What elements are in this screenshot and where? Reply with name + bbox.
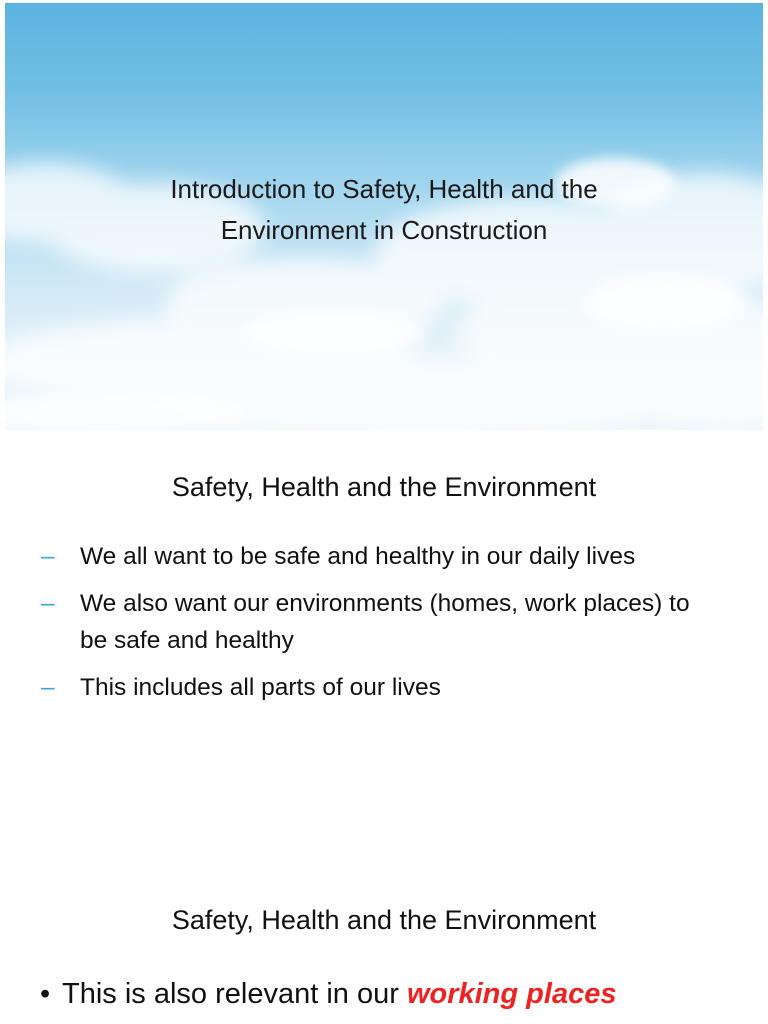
slide-3-bullet bbox=[40, 972, 760, 1016]
list-item bbox=[40, 669, 720, 706]
dash-bullet-icon: – bbox=[41, 543, 55, 570]
slide-2-bullet-list bbox=[40, 538, 720, 716]
list-item-text: We also want our environments (homes, work places) to be safe and healthy bbox=[80, 590, 690, 654]
bullet-dot-icon: • bbox=[40, 978, 51, 1010]
slide-3-bullet-text: This is also relevant in our bbox=[62, 978, 407, 1010]
title-line-1: Introduction to Safety, Health and the bbox=[170, 174, 598, 204]
emphasis-text: working places bbox=[406, 978, 617, 1010]
dash-bullet-icon: – bbox=[41, 590, 55, 617]
slide-2-heading: Safety, Health and the Environment bbox=[171, 472, 597, 502]
slide-3-heading: Safety, Health and the Environment bbox=[171, 905, 597, 935]
list-item bbox=[40, 538, 720, 575]
list-item-text: We all want to be safe and healthy in our daily lives bbox=[80, 543, 636, 570]
title-slide bbox=[5, 3, 763, 430]
title-slide-heading bbox=[65, 169, 703, 251]
title-line-2: Environment in Construction bbox=[220, 215, 548, 245]
list-item-text: This includes all parts of our lives bbox=[80, 674, 441, 701]
list-item bbox=[40, 585, 720, 659]
dash-bullet-icon: – bbox=[41, 674, 55, 701]
